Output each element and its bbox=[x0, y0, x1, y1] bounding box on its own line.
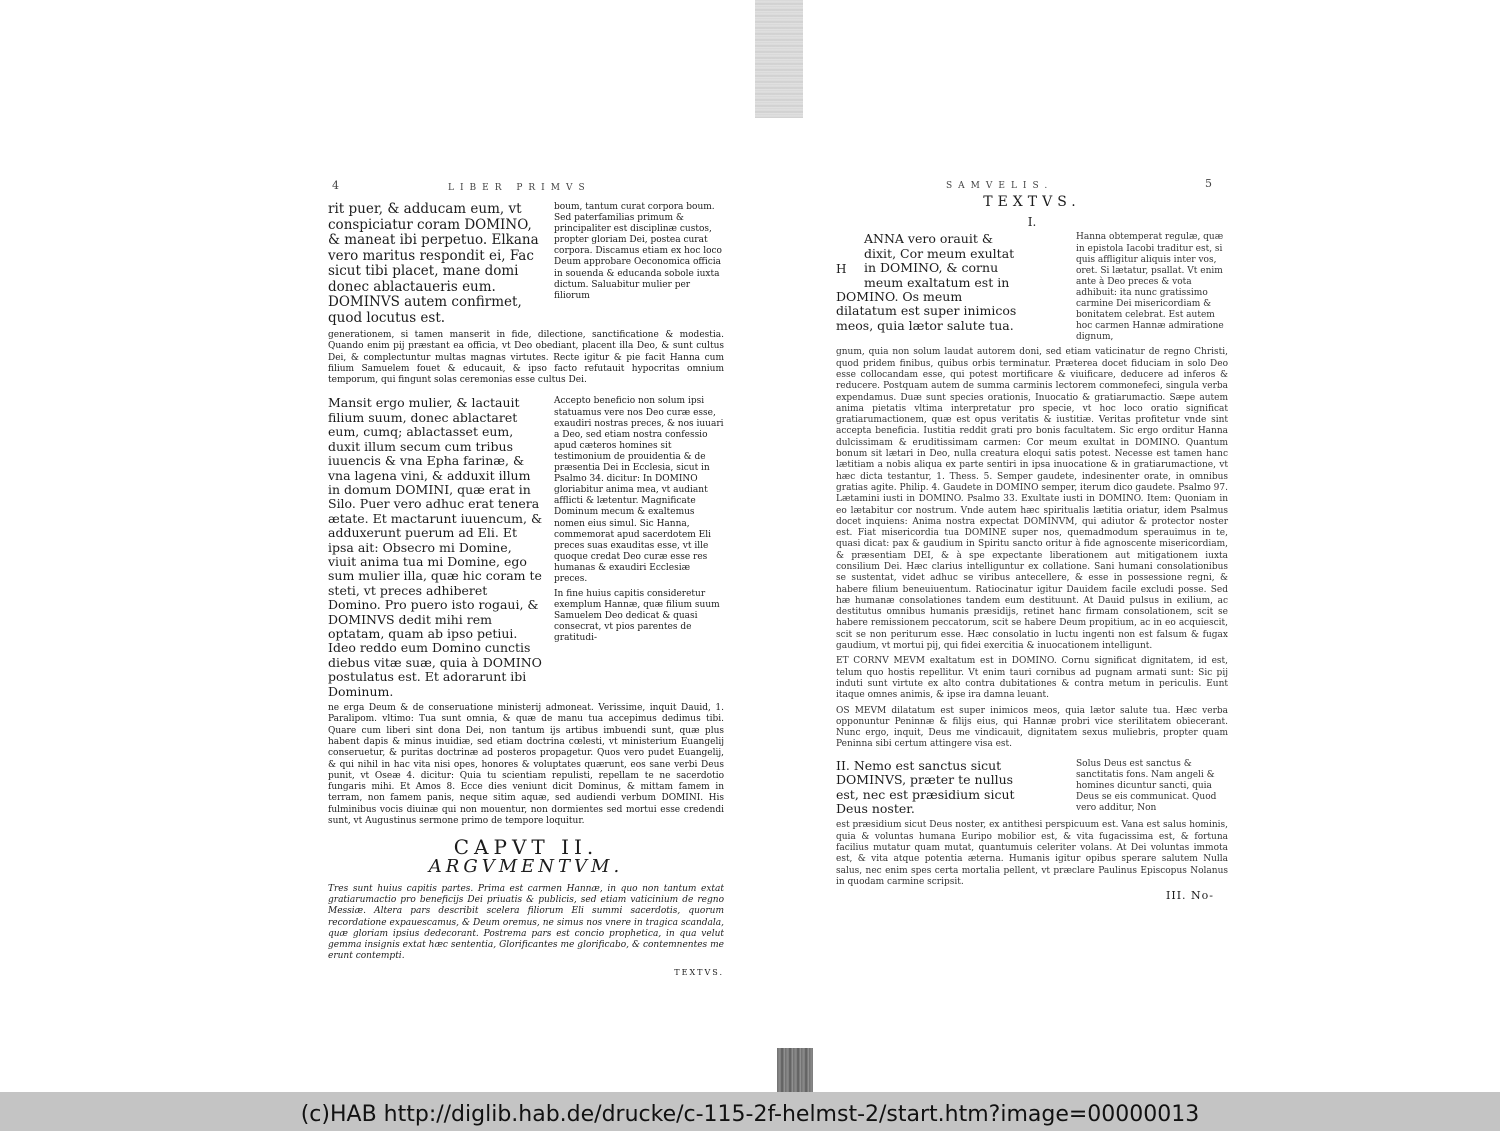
commentary-full: generationem, si tamen manserit in fide, dilectione, sanctificatione & modestia. Quando enim pij præstant ea officia, vt Deo obediant, placent illa Deo, & sunt cultus Dei, & complectuntur multas magnas virtutes. Recte igitur & pie facit Hanna cum filium Samuelem fouet & educauit, & ipso facto refutauit hypocritas omnium temporum, qui fingunt solas ceremonias esse cultus Dei. bbox=[328, 330, 724, 386]
argument-heading: ARGVMENTVM. bbox=[428, 856, 624, 878]
verse-block-1 bbox=[328, 202, 724, 326]
commentary-full: ET CORNV MEVM exaltatum est in DOMINO. Cornu significat dignitatem, id est, telum quo hostis repellitur. Vt enim tauri cornibus ad pugnam armati sunt: Sic pij induti sunt virtute ex alto contra dubitationes & contra metum in periculis. Eunt itaque omnes animis, & ipse ira damna leuant. bbox=[836, 656, 1228, 701]
running-title-left: LIBER PRIMVS bbox=[448, 183, 591, 193]
commentary-side: boum, tantum curat corpora boum. Sed paterfamilias primum & principaliter est disciplinæ custos, propter gloriam Dei, postea curat corpora. Discamus etiam ex hoc loco Deum approbare Oeconomica officia in souenda & educanda sobole iuxta dictum. Saluabitur mulier per filiorum bbox=[554, 202, 722, 301]
textus-heading: TEXTVS. bbox=[983, 194, 1081, 210]
argument-text: Tres sunt huius capitis partes. Prima est carmen Hannæ, in quo non tantum extat gratiarumactio pro beneficijs Dei priuatis & publicis, sed etiam vaticinium de regno Messiæ. Altera pars describit scelera filiorum Eli summi sacerdotis, quorum recordatione expauescamus, & Deum oremus, ne simus nos vnere in tragica scandala, quæ gloriam ipsius dedecorant. Postrema pars est concio prophetica, in qua velut gemma insignis extat hæc sententia, Glorificantes me glorificabo, & contemnentes me erunt contempti. bbox=[328, 883, 724, 962]
left-page bbox=[328, 180, 724, 979]
verse-text: ANNA vero orauit & dixit, Cor meum exultat in DOMINO, & cornu meum exaltatum est in DOMINO. Os meum dilatatum est super inimicos meos, quia lætor salute tua. bbox=[836, 231, 1017, 333]
running-head-left bbox=[328, 180, 724, 194]
verse-text: Mansit ergo mulier, & lactauit filium suum, donec ablactaret eum, cumq; ablactasset eum, duxit illum secum cum tribus iuuencis & vna Epha farinæ, & vna lagena vini, & adduxit illum in domum DOMINI, quæ erat in Silo. Puer vero adhuc erat tenera ætate. Et mactarunt iuuencum, & adduxerunt puerum ad Eli. Et ipsa ait: Obsecro mi Domine, viuit anima tua mi Domine, ego sum mulier illa, quæ hic coram te steti, vt preces adhiberet Domino. Pro puero isto rogaui, & DOMINVS dedit mihi rem optatam, quam ab ipso petiui. Ideo reddo eum Domino cunctis diebus vitæ suæ, quia à DOMINO postulatus est. Et adorarunt ibi Dominum. bbox=[328, 395, 543, 699]
verse-text: II. Nemo est sanctus sicut DOMINVS, præter te nullus est, nec est præsidium sicut Deus noster. bbox=[836, 757, 1015, 816]
catchword-left: TEXTVS. bbox=[674, 967, 724, 977]
commentary-side bbox=[554, 396, 724, 699]
chapter-heading: CAPVT II. bbox=[453, 835, 599, 860]
initial-letter: H bbox=[836, 262, 847, 277]
commentary-paragraph: In fine huius capitis consideretur exemplum Hannæ, quæ filium suum Samuelem Deo dedicat & quasi consecrat, vt pios parentes de gratitudi- bbox=[554, 589, 720, 644]
right-page bbox=[836, 177, 1228, 903]
commentary-full: est præsidium sicut Deus noster, ex antithesi perspicuum est. Vana est salus hominis, quia & voluntas humana Euripo mobilior est, & vita fugacissima est, & fortuna facilius mutatur quam mutat, quantumuis celeriter volans. At Dei voluntas immota est, & vita atque potentia æterna. Humanis igitur opibus sperare salutem Nulla salus, nec enim spes certa mortalia pellent, vt præclare Paulinus Episcopus Nolanus in quodam carmine scripsit. bbox=[836, 820, 1228, 887]
running-title-right: SAMVELIS. bbox=[946, 181, 1054, 191]
page-number-left: 4 bbox=[332, 179, 339, 192]
section-number: I. bbox=[1027, 215, 1037, 230]
copyright-footer bbox=[0, 1092, 1500, 1131]
running-head-right bbox=[836, 177, 1228, 194]
verse-block-1 bbox=[836, 232, 1228, 343]
verse-block-2 bbox=[328, 396, 724, 699]
commentary-side: Solus Deus est sanctus & sanctitatis fons. Nam angeli & homines dicuntur sancti, quia Deus se eis communicat. Quod vero additur, Non bbox=[1076, 758, 1217, 814]
verse-block-2 bbox=[836, 759, 1228, 817]
commentary-full: gnum, quia non solum laudat autorem doni, sed etiam vaticinatur de regno Christi, quod pridem finibus, quibus orbis terminatur. Præterea docet fiduciam in solo Deo esse collocandam esse, qui potest mortificare & viuificare, deducere ad inferos & reducere. Postquam autem de summa carminis lectorem commonefeci, singula verba expendamus. Duæ sunt species orationis, Inuocatio & gratiarumactio. Sæpe autem anima pietatis vltima interpretatur pro specie, vt hoc loco oratio significat gratiarumactionem, quæ est opus veritatis & iustitiæ. Veritas profitetur vnde sint accepta beneficia. Iustitia reddit grati pro bonis facultatem. Sic ergo orditur Hanna dulcissimam & eruditissimam carmen: Cor meum exultat in DOMINO. Quantum bonum sit lætari in Deo, nulla creatura eloqui satis potest. Necesse est tamen hanc lætitiam a nobis aliqua ex parte sentiri in ipsa inuocatione & in gratiarumactione, vt hæc dicta testantur, 1. Thess. 5. Semper gaudete, indesinenter orate, in omnibus gratias agite. Philip. 4. Gaudete in DOMINO semper, iterum dico gaudete. Psalmo 97. Lætamini iusti in DOMINO. Psalmo 33. Exultate iusti in DOMINO. Item: Quoniam in eo lætabitur cor nostrum. Vnde autem hæc spiritualis lætitia oriatur, idem Psalmus docet inquiens: Anima nostra expectat DOMINVM, qui adiutor & protector noster est. Fiat misericordia tua DOMINE super nos, quemadmodum sperauimus in te, quasi dicat: pax & gaudium in Spiritu sancto oritur à fide agnoscente misericordiam, & præsentiam DEI, & à spe expectante liberationem aut mitigationem iuxta consilium Dei. Hæc clarius intelliguntur ex collatione. Sani humani consolationibus se sustentat, videt adhuc se viribus antecellere, & esse in possessione regni, & habere filium beneuiuentum. Ratiocinatur igitur Dauidem facile excludi posse. Sed hæ humanæ consolationes tandem eum destituunt. At Dauid pulsus in exilium, ac destitutus omnibus humanis præsidijs, retinet hanc firmam consolationem, scit se habere remissionem peccatorum, scit se habere Deum propitium, ac in eo acquiescit, scit se non periturum esse. Hæc consolatio in luctu ingenti non est falsum & fugax gaudium, vt mortui pij, qui fidei exercitia & inuocationem intelligunt. bbox=[836, 347, 1228, 652]
commentary-side: Hanna obtemperat regulæ, quæ in epistola Iacobi traditur est, si quis affligitur aliquis inter vos, oret. Si lætatur, psallat. Vt enim ante à Deo preces & vota adhibuit: ita nunc gratissimo carmine Dei misericordiam & bonitatem celebrat. Est autem hoc carmen Hannæ admiratione dignum, bbox=[1076, 232, 1224, 343]
commentary-full: OS MEVM dilatatum est super inimicos meos, quia lætor salute tua. Hæc verba opponuntur Peninnæ & filijs eius, qui Hannæ probri vice sterilitatem obiecerant. Nunc ergo, inquit, Deus me vindicauit, dignitatem sexus muliebris, propter quam Peninna sibi certum attingere visa est. bbox=[836, 705, 1228, 750]
verse-text: rit puer, & adducam eum, vt conspiciatur coram DOMINO, & maneat ibi perpetuo. Elkana vero maritus respondit ei, Fac sicut tibi placet, mane domi donec ablactaueris eum. DOMINVS autem confirmet, quod locutus est. bbox=[328, 201, 539, 326]
commentary-full: ne erga Deum & de conseruatione ministerij admoneat. Verissime, inquit Dauid, 1. Paralipom. vltimo: Tua sunt omnia, & quæ de manu tua accepimus dedimus tibi. Quare cum liberi sint dona Dei, non tantum ijs artibus imbuendi sunt, quæ plus habent dapis & minus inuidiæ, sed etiam doctrina cœlesti, vt ministerium Euangelij conseruetur, & puritas doctrinæ ad posteros propagetur. Quos vero pudet Euangelij, & qui nihil in hac vita nisi opes, honores & voluptates quærunt, eos sane verbi Deus punit, vt Oseæ 4. dicitur: Quia tu scientiam repulisti, repellam te ne sacerdotio fungaris mihi. Et Amos 8. Ecce dies veniunt dicit Dominus, & mittam famem in terram, non famem panis, neque sitim aquæ, sed audiendi verbum DOMINI. His fulminibus vocis diuinæ qui non mouentur, non dormientes sed mortui esse credendi sunt, vt Augustinus sermone primo de tempore loquitur. bbox=[328, 703, 724, 826]
page-number-right: 5 bbox=[1205, 177, 1212, 190]
scan-edge-top bbox=[755, 0, 803, 118]
scan-edge-bottom bbox=[777, 1048, 813, 1092]
footer-credit: (c)HAB http://diglib.hab.de/drucke/c-115-2f-helmst-2/start.htm?image=00000013 bbox=[300, 1102, 1200, 1127]
commentary-paragraph: Accepto beneficio non solum ipsi statuamus vere nos Deo curæ esse, exaudiri nostras preces, & nos iuuari a Deo, sed etiam nostra confessio apud cæteros homines sit testimonium de prouidentia & de præsentia Dei in Ecclesia, sicut in Psalmo 34. dicitur: In DOMINO gloriabitur anima mea, vt audiant afflicti & lætentur. Magnificate Dominum mecum & exaltemus nomen eius simul. Sic Hanna, commemorat apud sacerdotem Eli preces suas exauditas esse, vt ille quoque credat Deo curæ esse res humanas & exaudiri Ecclesiæ preces. bbox=[554, 396, 724, 584]
catchword-right: III. No- bbox=[1166, 889, 1214, 903]
verse-column bbox=[836, 232, 1026, 343]
